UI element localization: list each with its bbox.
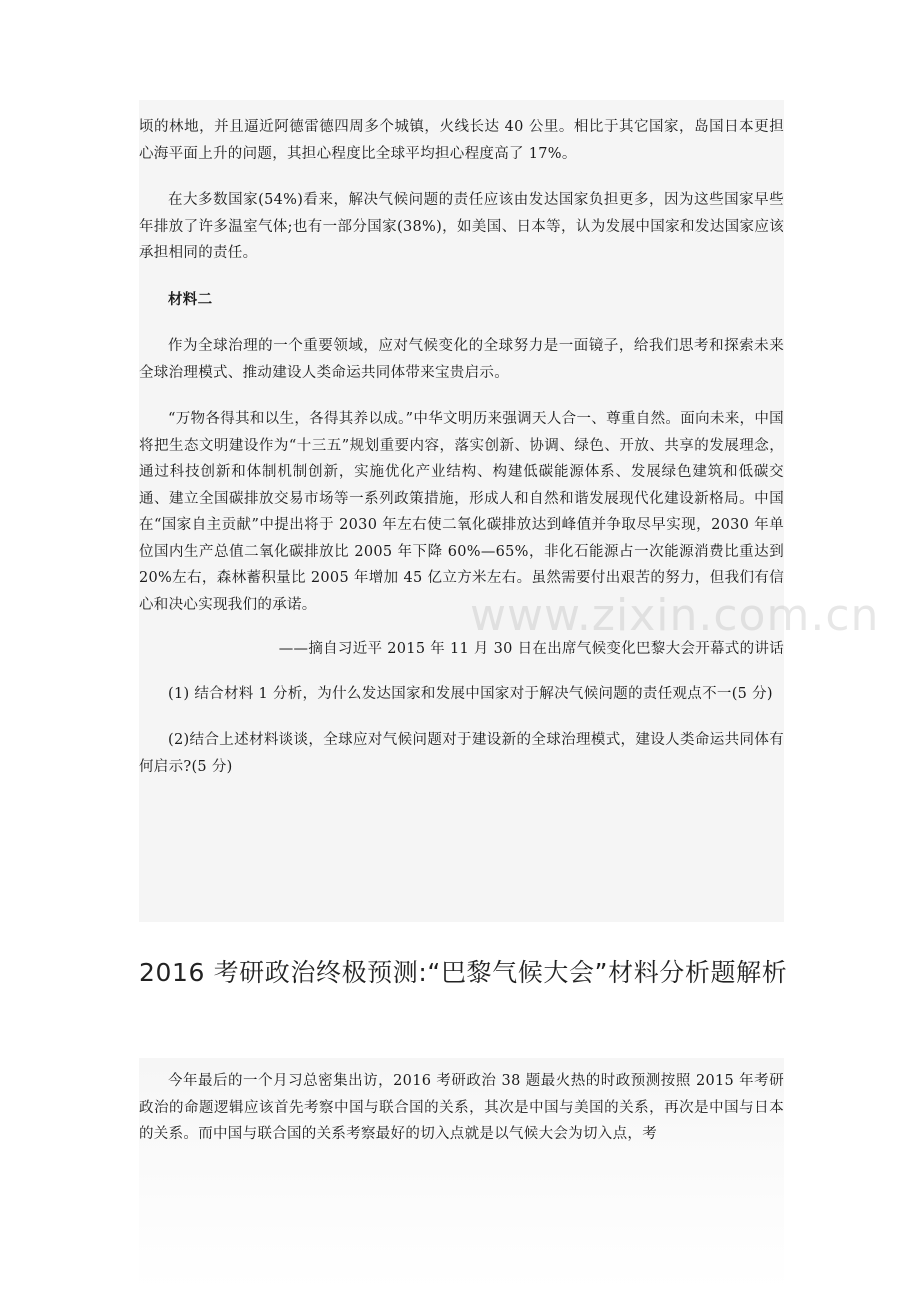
question-one: (1) 结合材料 1 分析，为什么发达国家和发展中国家对于解决气候问题的责任观点不一(5 分) [168,685,773,702]
paragraph-speech-excerpt: “万物各得其和以生，各得其养以成。”中华文明历来强调天人合一、尊重自然。面向未来，中国将把生态文明建设作为“十三五”规划重要内容，落实创新、协调、绿色、开放、共享的发展理念，通过科技创新和体制机制创新，实施优化产业结构、构建低碳能源体系、发展绿色建筑和低碳交通、建立全国碳排放交易市场等一系列政策措施，形成人和自然和谐发展现代化建设新格局。中国在“国家自主贡献”中提出将于 2030 年左右使二氧化碳排放达到峰值并争取尽早实现，2030 年单位国内生产总值二氧化碳排放比 2005 年下降 60%—65%，非化石能源占一次能源消费比重达到 20%左右，森林蓄积量比 2005 年增加 45 亿立方米左右。虽然需要付出艰苦的努力，但我们有信心和决心实现我们的承诺。 [139,411,784,613]
watermark: www.zixin.com.cn [470,590,880,641]
article-block [139,1058,784,1302]
paragraph-global-governance: 作为全球治理的一个重要领域，应对气候变化的全球努力是一面镜子，给我们思考和探索未来全球治理模式、推动建设人类命运共同体带来宝贵启示。 [139,338,784,381]
question-two: (2)结合上述材料谈谈，全球应对气候问题对于建设新的全球治理模式，建设人类命运共同体有何启示?(5 分) [139,732,784,775]
paragraph-japan-sea-level: 顷的林地，并且逼近阿德雷德四周多个城镇，火线长达 40 公里。相比于其它国家，岛国日本更担心海平面上升的问题，其担心程度比全球平均担心程度高了 17%。 [139,119,784,162]
material-two-heading: 材料二 [168,290,213,308]
paragraph-responsibility-views: 在大多数国家(54%)看来，解决气候问题的责任应该由发达国家负担更多，因为这些国家早些年排放了许多温室气体;也有一部分国家(38%)，如美国、日本等，认为发展中国家和发达国家应该承担相同的责任。 [139,192,784,261]
article-title: 2016 考研政治终极预测:“巴黎气候大会”材料分析题解析 [139,958,788,987]
material-block [139,100,784,922]
speech-citation: ——摘自习近平 2015 年 11 月 30 日在出席气候变化巴黎大会开幕式的讲话 [278,641,784,657]
article-paragraph: 今年最后的一个月习总密集出访，2016 考研政治 38 题最火热的时政预测按照 2015 年考研政治的命题逻辑应该首先考察中国与联合国的关系，其次是中国与美国的关系，再次是中国与日本的关系。而中国与联合国的关系考察最好的切入点就是以气候大会为切入点，考 [139,1073,784,1142]
